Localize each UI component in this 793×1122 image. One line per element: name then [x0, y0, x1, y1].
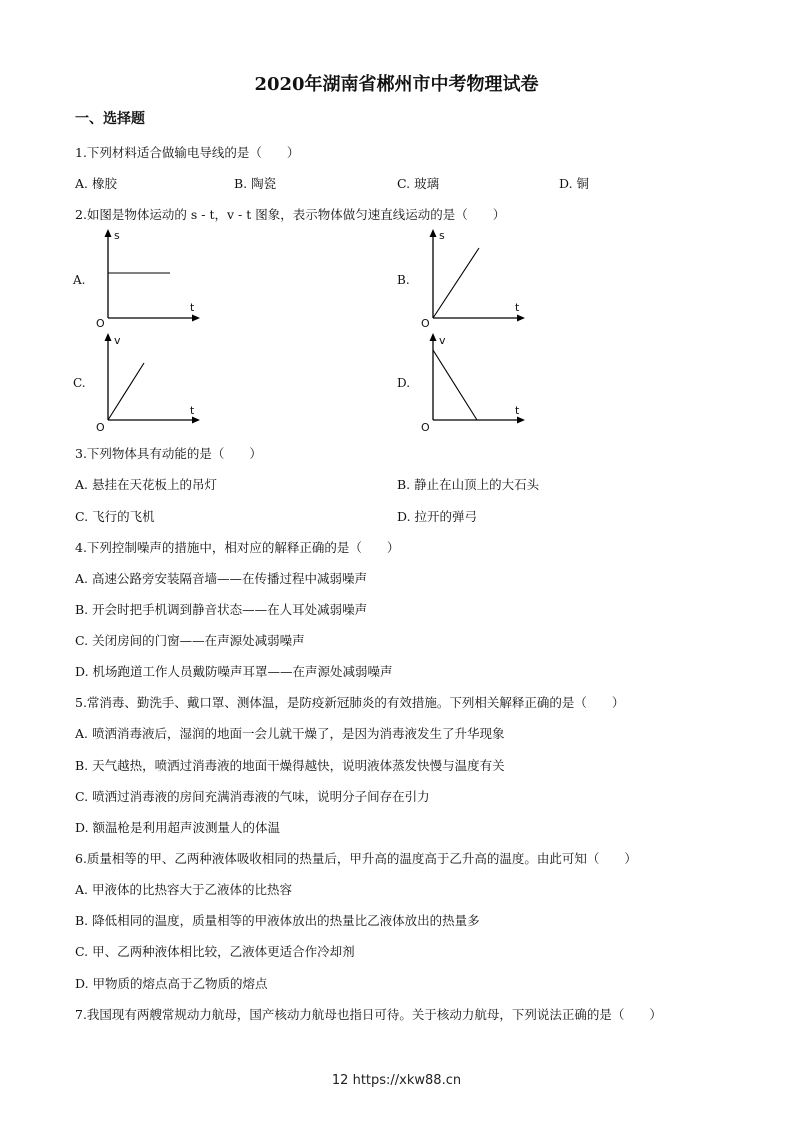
question-6-stem: 6.质量相等的甲、乙两种液体吸收相同的热量后，甲升高的温度高于乙升高的温度。由此可知（ ）: [75, 851, 637, 866]
question-5-option-c: C. 喷洒过消毒液的房间充满消毒液的气味，说明分子间存在引力: [75, 789, 430, 804]
graph-a-s-t-horizontal: [94, 228, 206, 330]
question-1-stem: 1.下列材料适合做输电导线的是（ ）: [75, 145, 300, 160]
page-footer: 12 https://xkw88.cn: [331, 1073, 462, 1088]
page-title: 2020年湖南省郴州市中考物理试卷: [254, 74, 539, 95]
graph-a-y-label: s: [114, 229, 120, 242]
question-5-option-a: A. 喷洒消毒液后，湿润的地面一会儿就干燥了，是因为消毒液发生了升华现象: [75, 726, 505, 741]
question-1-option-d: D. 铜: [559, 176, 590, 191]
graph-b-s-t-rising: [419, 228, 531, 330]
question-4-option-b: B. 开会时把手机调到静音状态——在人耳处减弱噪声: [75, 602, 368, 617]
question-6-option-d: D. 甲物质的熔点高于乙物质的熔点: [75, 976, 268, 991]
question-2-option-d: D.: [397, 376, 411, 390]
question-3-option-a: A. 悬挂在天花板上的吊灯: [75, 477, 217, 492]
graph-d-y-label: v: [439, 334, 446, 347]
question-4-option-c: C. 关闭房间的门窗——在声源处减弱噪声: [75, 633, 305, 648]
graph-c-v-t-rising: [94, 332, 206, 434]
graph-b-x-label: t: [515, 301, 520, 314]
question-3-option-d: D. 拉开的弹弓: [397, 509, 478, 524]
graph-c-x-label: t: [190, 404, 195, 417]
graph-d-v-t-falling: [419, 332, 531, 434]
question-2-option-c: C.: [73, 376, 86, 390]
graph-a-origin: O: [96, 317, 105, 330]
question-4-stem: 4.下列控制噪声的措施中，相对应的解释正确的是（ ）: [75, 540, 400, 555]
graph-d-x-label: t: [515, 404, 520, 417]
question-6-option-a: A. 甲液体的比热容大于乙液体的比热容: [75, 882, 292, 897]
question-3-option-b: B. 静止在山顶上的大石头: [397, 477, 540, 492]
question-6-option-b: B. 降低相同的温度，质量相等的甲液体放出的热量比乙液体放出的热量多: [75, 913, 480, 928]
question-5-option-b: B. 天气越热，喷洒过消毒液的地面干燥得越快，说明液体蒸发快慢与温度有关: [75, 758, 505, 773]
graph-d-origin: O: [421, 421, 430, 434]
question-3-option-c: C. 飞行的飞机: [75, 509, 155, 524]
graph-a-x-label: t: [190, 301, 195, 314]
graph-c-origin: O: [96, 421, 105, 434]
question-3-stem: 3.下列物体具有动能的是（ ）: [75, 446, 262, 461]
section-heading: 一、选择题: [75, 111, 145, 127]
question-2-option-b: B.: [397, 273, 410, 287]
question-5-stem: 5.常消毒、勤洗手、戴口罩、测体温，是防疫新冠肺炎的有效措施。下列相关解释正确的是（ ）: [75, 695, 625, 710]
question-6-option-c: C. 甲、乙两种液体相比较，乙液体更适合作冷却剂: [75, 944, 355, 959]
question-2-option-a: A.: [73, 273, 86, 287]
question-5-option-d: D. 额温枪是利用超声波测量人的体温: [75, 820, 281, 835]
graph-c-y-label: v: [114, 334, 121, 347]
graph-b-origin: O: [421, 317, 430, 330]
question-1-option-a: A. 橡胶: [75, 176, 117, 191]
question-4-option-a: A. 高速公路旁安装隔音墙——在传播过程中减弱噪声: [75, 571, 367, 586]
question-2-stem: 2.如图是物体运动的 s - t，v - t 图象，表示物体做匀速直线运动的是（ ）: [75, 207, 506, 222]
question-1-option-b: B. 陶瓷: [234, 176, 277, 191]
question-4-option-d: D. 机场跑道工作人员戴防噪声耳罩——在声源处减弱噪声: [75, 664, 393, 679]
question-7-stem: 7.我国现有两艘常规动力航母，国产核动力航母也指日可待。关于核动力航母，下列说法正确的是（ ）: [75, 1007, 662, 1022]
graph-b-y-label: s: [439, 229, 445, 242]
question-1-option-c: C. 玻璃: [397, 176, 440, 191]
